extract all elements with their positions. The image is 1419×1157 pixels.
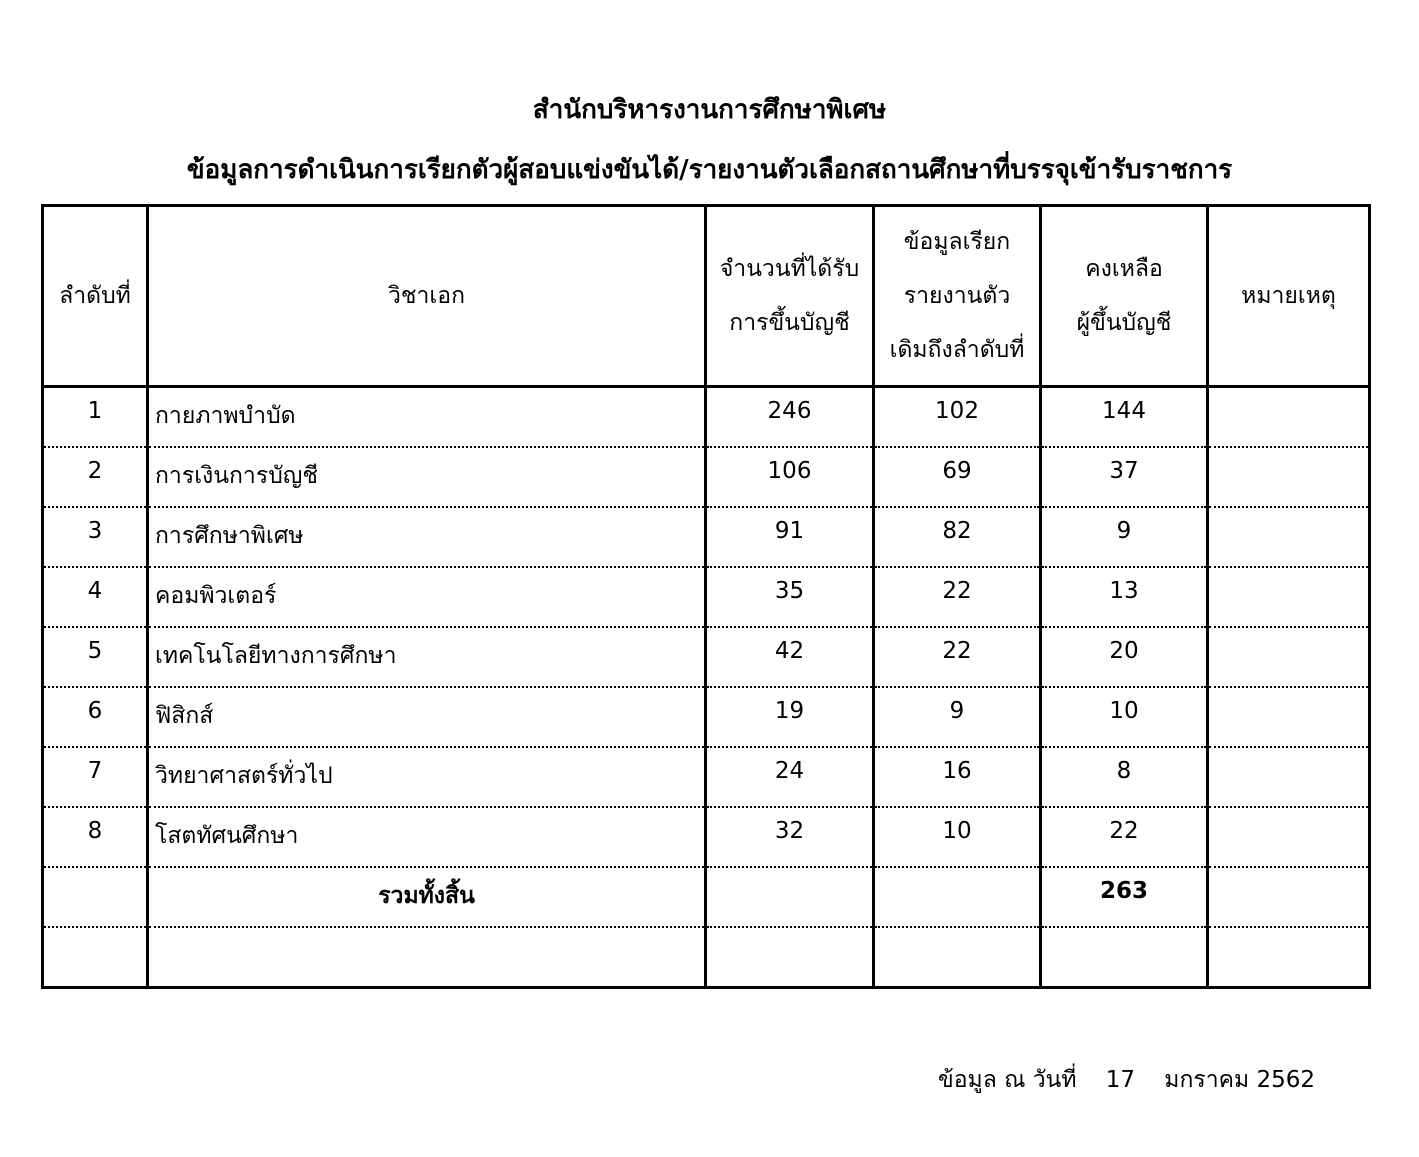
cell-subject: คอมพิวเตอร์ (148, 567, 706, 627)
total-row (43, 867, 1370, 927)
cell-no: 1 (43, 387, 148, 448)
cell-no (43, 927, 148, 988)
cell-remaining: 9 (1041, 507, 1208, 567)
header-remaining (1041, 206, 1208, 387)
header-listed-line2: การขึ้นบัญชี (729, 310, 850, 336)
table-row (43, 387, 1370, 448)
table-row (43, 747, 1370, 807)
table-row (43, 447, 1370, 507)
cell-listed: 32 (706, 807, 874, 867)
cell-remaining: 10 (1041, 687, 1208, 747)
cell-no: 7 (43, 747, 148, 807)
cell-subject (148, 927, 706, 988)
cell-subject: ฟิสิกส์ (148, 687, 706, 747)
cell-remark (1208, 807, 1370, 867)
cell-remark (1208, 507, 1370, 567)
page-subtitle: ข้อมูลการดำเนินการเรียกตัวผู้สอบแข่งขันได้/รายงานตัวเลือกสถานศึกษาที่บรรจุเข้ารับราชการ (186, 155, 1233, 185)
cell-remaining: 20 (1041, 627, 1208, 687)
table-row (43, 627, 1370, 687)
table-row (43, 507, 1370, 567)
cell-listed: 35 (706, 567, 874, 627)
cell-subject: โสตทัศนศึกษา (148, 807, 706, 867)
cell-subject: กายภาพบำบัด (148, 387, 706, 448)
cell-listed: 19 (706, 687, 874, 747)
cell-no: 8 (43, 807, 148, 867)
cell-subject: เทคโนโลยีทางการศึกษา (148, 627, 706, 687)
cell-listed: 106 (706, 447, 874, 507)
header-row (43, 206, 1370, 387)
cell-called (874, 927, 1041, 988)
cell-remark (1208, 927, 1370, 988)
cell-remark (1208, 447, 1370, 507)
table-row (43, 567, 1370, 627)
cell-listed (706, 867, 874, 927)
cell-called: 102 (874, 387, 1041, 448)
cell-subject: การศึกษาพิเศษ (148, 507, 706, 567)
header-called-line3: เดิมถึงลำดับที่ (889, 337, 1025, 363)
cell-remaining (1041, 927, 1208, 988)
cell-called: 82 (874, 507, 1041, 567)
header-called-line1: ข้อมูลเรียก (903, 229, 1011, 255)
cell-remark (1208, 627, 1370, 687)
data-date-note: ข้อมูล ณ วันที่ 17 มกราคม 2562 (938, 1067, 1316, 1093)
cell-remaining: 144 (1041, 387, 1208, 448)
cell-called: 22 (874, 627, 1041, 687)
cell-remark (1208, 747, 1370, 807)
cell-called: 69 (874, 447, 1041, 507)
page-title: สำนักบริหารงานการศึกษาพิเศษ (532, 95, 887, 125)
cell-remark (1208, 867, 1370, 927)
header-remaining-line2: ผู้ขึ้นบัญชี (1076, 310, 1172, 336)
cell-remaining: 22 (1041, 807, 1208, 867)
empty-row (43, 927, 1370, 988)
table-row (43, 807, 1370, 867)
header-no: ลำดับที่ (43, 206, 148, 387)
cell-called (874, 867, 1041, 927)
header-remaining-line1: คงเหลือ (1085, 256, 1163, 282)
total-label: รวมทั้งสิ้น (148, 867, 706, 927)
header-called-line2: รายงานตัว (903, 283, 1011, 309)
cell-subject: วิทยาศาสตร์ทั่วไป (148, 747, 706, 807)
cell-listed: 42 (706, 627, 874, 687)
cell-called: 16 (874, 747, 1041, 807)
cell-no: 2 (43, 447, 148, 507)
cell-remark (1208, 387, 1370, 448)
cell-listed: 246 (706, 387, 874, 448)
recruitment-table (41, 204, 1371, 989)
cell-called: 10 (874, 807, 1041, 867)
cell-called: 22 (874, 567, 1041, 627)
table-row (43, 687, 1370, 747)
cell-no: 4 (43, 567, 148, 627)
cell-remark (1208, 687, 1370, 747)
cell-listed (706, 927, 874, 988)
cell-subject: การเงินการบัญชี (148, 447, 706, 507)
total-remaining: 263 (1041, 867, 1208, 927)
cell-no: 3 (43, 507, 148, 567)
header-listed-line1: จำนวนที่ได้รับ (719, 256, 860, 282)
header-remark: หมายเหตุ (1208, 206, 1370, 387)
cell-remaining: 37 (1041, 447, 1208, 507)
cell-no (43, 867, 148, 927)
cell-remaining: 8 (1041, 747, 1208, 807)
cell-listed: 24 (706, 747, 874, 807)
cell-no: 5 (43, 627, 148, 687)
cell-no: 6 (43, 687, 148, 747)
header-subject: วิชาเอก (148, 206, 706, 387)
cell-remaining: 13 (1041, 567, 1208, 627)
header-called (874, 206, 1041, 387)
cell-listed: 91 (706, 507, 874, 567)
header-listed (706, 206, 874, 387)
cell-called: 9 (874, 687, 1041, 747)
cell-remark (1208, 567, 1370, 627)
